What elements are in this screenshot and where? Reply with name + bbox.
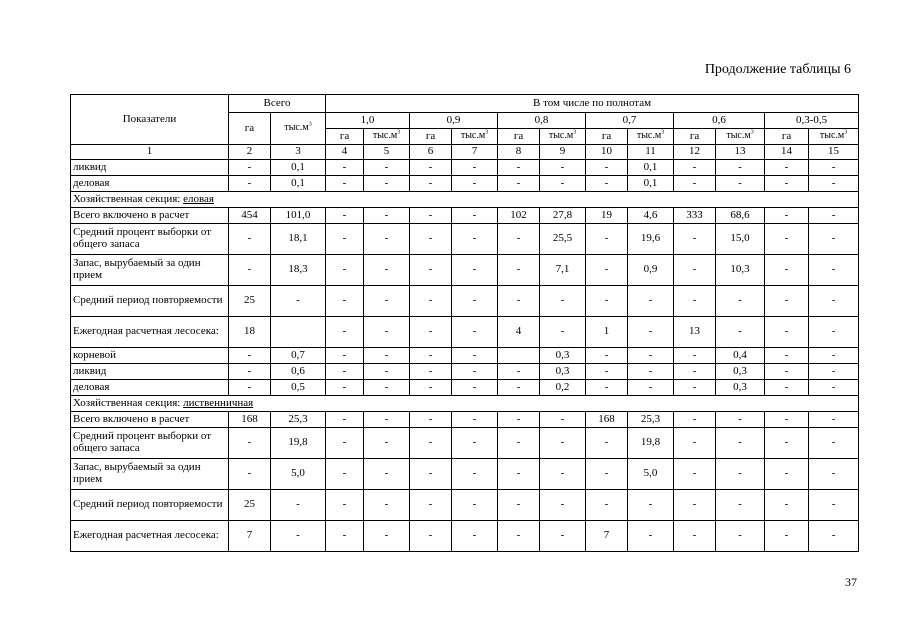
table-cell: - bbox=[498, 521, 540, 552]
table-cell: - bbox=[498, 255, 540, 286]
table-cell: - bbox=[326, 348, 364, 364]
table-cell: 0,1 bbox=[271, 160, 326, 176]
column-number: 15 bbox=[809, 145, 859, 160]
table-cell: - bbox=[498, 459, 540, 490]
table-cell: - bbox=[809, 459, 859, 490]
table-cell: 0,2 bbox=[540, 380, 586, 396]
row-label: ликвид bbox=[71, 364, 229, 380]
table-cell: 0,6 bbox=[271, 364, 326, 380]
table-cell: 4 bbox=[498, 317, 540, 348]
table-cell: - bbox=[410, 160, 452, 176]
table-cell: - bbox=[452, 224, 498, 255]
table-cell: - bbox=[809, 208, 859, 224]
table-cell: - bbox=[674, 380, 716, 396]
table-row bbox=[71, 224, 859, 255]
table-cell: - bbox=[229, 160, 271, 176]
table-cell: - bbox=[326, 255, 364, 286]
table-row bbox=[71, 255, 859, 286]
table-cell: - bbox=[674, 255, 716, 286]
table-cell: - bbox=[326, 380, 364, 396]
table-cell: - bbox=[229, 348, 271, 364]
table-cell: - bbox=[628, 490, 674, 521]
table-cell: - bbox=[229, 380, 271, 396]
page-number: 37 bbox=[845, 575, 857, 589]
header-unit-m3: $тыс.м^3$ bbox=[716, 129, 765, 145]
table-cell: 454 bbox=[229, 208, 271, 224]
header-density: 0,3-0,5 bbox=[765, 113, 859, 129]
table-cell: - bbox=[364, 317, 410, 348]
table-cell: 0,3 bbox=[540, 348, 586, 364]
table-cell: - bbox=[498, 224, 540, 255]
table-cell: 7 bbox=[586, 521, 628, 552]
table-cell: - bbox=[809, 380, 859, 396]
column-number: 14 bbox=[765, 145, 809, 160]
section-row bbox=[71, 192, 859, 208]
table-cell: - bbox=[364, 208, 410, 224]
table-cell: 0,3 bbox=[716, 364, 765, 380]
header-unit-m3: $тыс.м^3$ bbox=[540, 129, 586, 145]
header-unit-ha: га bbox=[326, 129, 364, 145]
row-label: Средний процент выборки от общего запаса bbox=[71, 224, 229, 255]
table-cell: 4,6 bbox=[628, 208, 674, 224]
table-cell: - bbox=[586, 286, 628, 317]
table-cell: - bbox=[586, 428, 628, 459]
table-cell: - bbox=[765, 348, 809, 364]
header-total: Всего bbox=[229, 95, 326, 113]
table-cell: - bbox=[364, 224, 410, 255]
table-cell: 25 bbox=[229, 490, 271, 521]
table-cell: - bbox=[628, 317, 674, 348]
column-number: 1 bbox=[71, 145, 229, 160]
row-label: корневой bbox=[71, 348, 229, 364]
table-cell: 25,3 bbox=[271, 412, 326, 428]
table-cell: - bbox=[498, 286, 540, 317]
header-indicators: Показатели bbox=[71, 95, 229, 145]
column-number: 5 bbox=[364, 145, 410, 160]
table-cell: - bbox=[716, 412, 765, 428]
table-row bbox=[71, 286, 859, 317]
column-number: 7 bbox=[452, 145, 498, 160]
table-cell: - bbox=[540, 459, 586, 490]
table-cell: - bbox=[410, 208, 452, 224]
header-by-density: В том числе по полнотам bbox=[326, 95, 859, 113]
table-cell: - bbox=[765, 490, 809, 521]
row-label: ликвид bbox=[71, 160, 229, 176]
table-cell: - bbox=[410, 459, 452, 490]
table-cell: - bbox=[452, 364, 498, 380]
header-unit-ha: га bbox=[410, 129, 452, 145]
table-cell: - bbox=[809, 490, 859, 521]
table-cell: - bbox=[229, 255, 271, 286]
table-cell: - bbox=[410, 176, 452, 192]
section-title: Хозяйственная секция: лиственничная bbox=[71, 396, 859, 412]
table-cell: - bbox=[326, 364, 364, 380]
table-cell: 0,4 bbox=[716, 348, 765, 364]
table-cell: - bbox=[452, 255, 498, 286]
table-cell: - bbox=[410, 255, 452, 286]
row-label: Средний период повторяемости bbox=[71, 490, 229, 521]
table-cell: 168 bbox=[586, 412, 628, 428]
table-cell: - bbox=[765, 412, 809, 428]
table-cell: - bbox=[452, 490, 498, 521]
row-label: Запас, вырубаемый за один прием bbox=[71, 255, 229, 286]
table-cell: - bbox=[765, 208, 809, 224]
table-cell: - bbox=[452, 176, 498, 192]
header-total-ha: га bbox=[229, 113, 271, 145]
table-cell: 68,6 bbox=[716, 208, 765, 224]
table-cell: - bbox=[674, 490, 716, 521]
table-cell: - bbox=[498, 412, 540, 428]
column-number: 2 bbox=[229, 145, 271, 160]
column-number: 8 bbox=[498, 145, 540, 160]
table-cell: - bbox=[326, 224, 364, 255]
table-row bbox=[71, 208, 859, 224]
table-cell: - bbox=[628, 348, 674, 364]
table-cell: - bbox=[809, 521, 859, 552]
table-cell: - bbox=[326, 176, 364, 192]
table-cell: - bbox=[364, 176, 410, 192]
table-caption: Продолжение таблицы 6 bbox=[704, 62, 851, 77]
table-cell: - bbox=[498, 380, 540, 396]
table-cell: - bbox=[326, 160, 364, 176]
table-cell: - bbox=[765, 317, 809, 348]
table-cell: - bbox=[765, 176, 809, 192]
table-cell: - bbox=[271, 286, 326, 317]
table-cell: 168 bbox=[229, 412, 271, 428]
row-label: Средний период повторяемости bbox=[71, 286, 229, 317]
table-row bbox=[71, 490, 859, 521]
table-cell: - bbox=[765, 286, 809, 317]
table-row bbox=[71, 380, 859, 396]
table-cell: - bbox=[586, 160, 628, 176]
row-label: деловая bbox=[71, 380, 229, 396]
table-cell: - bbox=[452, 348, 498, 364]
table-cell: - bbox=[674, 348, 716, 364]
column-number: 4 bbox=[326, 145, 364, 160]
table-cell: 0,3 bbox=[716, 380, 765, 396]
table-cell: 19 bbox=[586, 208, 628, 224]
table-cell: 0,5 bbox=[271, 380, 326, 396]
table-cell: 19,6 bbox=[628, 224, 674, 255]
table-cell: 333 bbox=[674, 208, 716, 224]
table-cell: - bbox=[716, 459, 765, 490]
table-cell: - bbox=[809, 364, 859, 380]
table-cell: - bbox=[586, 459, 628, 490]
table-row bbox=[71, 459, 859, 490]
table-cell: - bbox=[364, 459, 410, 490]
table-cell: - bbox=[765, 160, 809, 176]
table-cell: - bbox=[326, 208, 364, 224]
table-cell: - bbox=[364, 521, 410, 552]
table-cell: - bbox=[540, 428, 586, 459]
table-cell: - bbox=[765, 364, 809, 380]
table-cell: - bbox=[540, 521, 586, 552]
section-title: Хозяйственная секция: еловая bbox=[71, 192, 859, 208]
table-cell: - bbox=[765, 459, 809, 490]
table-row bbox=[71, 364, 859, 380]
table-cell: - bbox=[674, 364, 716, 380]
table-cell: 25,3 bbox=[628, 412, 674, 428]
table-cell: - bbox=[716, 160, 765, 176]
table-cell: 7,1 bbox=[540, 255, 586, 286]
table-cell: - bbox=[452, 380, 498, 396]
header-unit-m3: $тыс.м^3$ bbox=[628, 129, 674, 145]
table-cell bbox=[498, 348, 540, 364]
table-cell: - bbox=[410, 428, 452, 459]
table-row bbox=[71, 317, 859, 348]
table-cell: 101,0 bbox=[271, 208, 326, 224]
table-cell: 18,3 bbox=[271, 255, 326, 286]
table-cell: - bbox=[364, 348, 410, 364]
table-cell: 19,8 bbox=[271, 428, 326, 459]
row-label: Запас, вырубаемый за один прием bbox=[71, 459, 229, 490]
table-cell: - bbox=[809, 224, 859, 255]
section-name: еловая bbox=[183, 192, 214, 205]
table-cell: - bbox=[716, 490, 765, 521]
table-cell: - bbox=[809, 255, 859, 286]
table-cell: - bbox=[452, 286, 498, 317]
table-cell: - bbox=[809, 286, 859, 317]
table-cell: - bbox=[326, 317, 364, 348]
table-cell: - bbox=[586, 380, 628, 396]
table-cell: - bbox=[364, 428, 410, 459]
table-cell: 5,0 bbox=[271, 459, 326, 490]
header-unit-m3: $тыс.м^3$ bbox=[809, 129, 859, 145]
table-row bbox=[71, 160, 859, 176]
table-cell: - bbox=[326, 428, 364, 459]
table-cell: - bbox=[674, 459, 716, 490]
table-cell: - bbox=[498, 364, 540, 380]
column-number: 13 bbox=[716, 145, 765, 160]
header-total-m3: $тыс.м^3$ bbox=[271, 113, 326, 145]
table-cell: - bbox=[452, 317, 498, 348]
table-cell: - bbox=[716, 286, 765, 317]
table-cell: - bbox=[716, 521, 765, 552]
table-row bbox=[71, 428, 859, 459]
table-cell: - bbox=[716, 428, 765, 459]
table-cell: - bbox=[674, 521, 716, 552]
header-unit-m3: $тыс.м^3$ bbox=[364, 129, 410, 145]
table-cell: 13 bbox=[674, 317, 716, 348]
table-cell: - bbox=[364, 286, 410, 317]
header-unit-ha: га bbox=[674, 129, 716, 145]
row-label: Всего включено в расчет bbox=[71, 412, 229, 428]
table-cell: - bbox=[628, 380, 674, 396]
table-cell: - bbox=[716, 317, 765, 348]
table-cell: - bbox=[809, 348, 859, 364]
table-cell: - bbox=[586, 364, 628, 380]
table-cell: 18,1 bbox=[271, 224, 326, 255]
row-label: Средний процент выборки от общего запаса bbox=[71, 428, 229, 459]
header-density: 0,8 bbox=[498, 113, 586, 129]
table-cell: - bbox=[410, 348, 452, 364]
header-density: 0,9 bbox=[410, 113, 498, 129]
column-number: 10 bbox=[586, 145, 628, 160]
column-number: 11 bbox=[628, 145, 674, 160]
table-cell: - bbox=[364, 364, 410, 380]
table-cell: - bbox=[628, 521, 674, 552]
table-cell: - bbox=[452, 521, 498, 552]
row-label: Ежегодная расчетная лесосека: bbox=[71, 317, 229, 348]
table-cell: - bbox=[765, 380, 809, 396]
table-cell: - bbox=[628, 286, 674, 317]
column-number: 3 bbox=[271, 145, 326, 160]
table-cell: 5,0 bbox=[628, 459, 674, 490]
table-cell: - bbox=[809, 160, 859, 176]
table-cell: 0,1 bbox=[628, 176, 674, 192]
table-cell: - bbox=[498, 428, 540, 459]
table-cell: - bbox=[674, 286, 716, 317]
table-cell: - bbox=[498, 176, 540, 192]
table-cell: 1 bbox=[586, 317, 628, 348]
table-cell: - bbox=[326, 490, 364, 521]
header-unit-ha: га bbox=[586, 129, 628, 145]
table-cell: - bbox=[229, 459, 271, 490]
table-cell: - bbox=[410, 412, 452, 428]
table-cell: 15,0 bbox=[716, 224, 765, 255]
table-cell: - bbox=[586, 348, 628, 364]
table-cell: 0,3 bbox=[540, 364, 586, 380]
table-cell: - bbox=[452, 160, 498, 176]
table-cell: 0,1 bbox=[271, 176, 326, 192]
table-cell: - bbox=[674, 428, 716, 459]
table-cell: 25,5 bbox=[540, 224, 586, 255]
header-unit-m3: $тыс.м^3$ bbox=[452, 129, 498, 145]
table-cell: 7 bbox=[229, 521, 271, 552]
table-cell: 10,3 bbox=[716, 255, 765, 286]
table-cell: - bbox=[364, 490, 410, 521]
table-cell: - bbox=[364, 380, 410, 396]
table-cell: - bbox=[540, 160, 586, 176]
table-cell: 0,9 bbox=[628, 255, 674, 286]
table-cell: - bbox=[586, 224, 628, 255]
table-cell: - bbox=[326, 412, 364, 428]
table-cell: - bbox=[229, 176, 271, 192]
table-cell: - bbox=[674, 412, 716, 428]
table-cell: 18 bbox=[229, 317, 271, 348]
row-label: деловая bbox=[71, 176, 229, 192]
table-cell: - bbox=[540, 412, 586, 428]
table-cell: - bbox=[364, 412, 410, 428]
table-cell: - bbox=[410, 490, 452, 521]
header-unit-ha: га bbox=[765, 129, 809, 145]
table-cell: - bbox=[364, 255, 410, 286]
table-cell: - bbox=[271, 490, 326, 521]
table-cell: - bbox=[410, 364, 452, 380]
table-cell: - bbox=[540, 286, 586, 317]
table-cell: - bbox=[765, 224, 809, 255]
table-cell: - bbox=[452, 459, 498, 490]
table-cell: 27,8 bbox=[540, 208, 586, 224]
table-cell: - bbox=[229, 364, 271, 380]
table-cell: - bbox=[326, 286, 364, 317]
table-cell: - bbox=[809, 176, 859, 192]
table-cell: - bbox=[229, 224, 271, 255]
table-cell: - bbox=[410, 521, 452, 552]
header-unit-ha: га bbox=[498, 129, 540, 145]
table-cell: - bbox=[586, 255, 628, 286]
table-cell: - bbox=[326, 521, 364, 552]
table-cell: - bbox=[674, 160, 716, 176]
section-row bbox=[71, 396, 859, 412]
data-table bbox=[70, 94, 859, 552]
table-cell: - bbox=[674, 224, 716, 255]
table-cell: 25 bbox=[229, 286, 271, 317]
table-cell: - bbox=[410, 317, 452, 348]
table-cell: - bbox=[271, 521, 326, 552]
table-cell: 0,1 bbox=[628, 160, 674, 176]
table-cell: - bbox=[809, 428, 859, 459]
header-density: 1,0 bbox=[326, 113, 410, 129]
table-cell: - bbox=[540, 490, 586, 521]
table-cell bbox=[271, 317, 326, 348]
table-cell: - bbox=[498, 160, 540, 176]
table-cell: - bbox=[628, 364, 674, 380]
table-row bbox=[71, 412, 859, 428]
table-cell: - bbox=[452, 412, 498, 428]
table-cell: - bbox=[586, 176, 628, 192]
column-number: 6 bbox=[410, 145, 452, 160]
header-density: 0,6 bbox=[674, 113, 765, 129]
row-label: Всего включено в расчет bbox=[71, 208, 229, 224]
table-row bbox=[71, 521, 859, 552]
table-row bbox=[71, 348, 859, 364]
table-cell: - bbox=[410, 380, 452, 396]
table-cell: - bbox=[716, 176, 765, 192]
table-cell: - bbox=[410, 224, 452, 255]
table-cell: - bbox=[452, 208, 498, 224]
table-cell: - bbox=[765, 255, 809, 286]
table-cell: 19,8 bbox=[628, 428, 674, 459]
column-number: 12 bbox=[674, 145, 716, 160]
table-row bbox=[71, 176, 859, 192]
table-cell: - bbox=[498, 490, 540, 521]
table-cell: - bbox=[364, 160, 410, 176]
table-cell: - bbox=[765, 521, 809, 552]
header-density: 0,7 bbox=[586, 113, 674, 129]
table-cell: - bbox=[326, 459, 364, 490]
table-cell: - bbox=[540, 317, 586, 348]
table-cell: 102 bbox=[498, 208, 540, 224]
table-cell: - bbox=[765, 428, 809, 459]
table-cell: - bbox=[674, 176, 716, 192]
column-number: 9 bbox=[540, 145, 586, 160]
table-cell: - bbox=[452, 428, 498, 459]
row-label: Ежегодная расчетная лесосека: bbox=[71, 521, 229, 552]
table-cell: - bbox=[229, 428, 271, 459]
table-cell: - bbox=[586, 490, 628, 521]
section-name: лиственничная bbox=[183, 396, 254, 409]
table-cell: 0,7 bbox=[271, 348, 326, 364]
table-cell: - bbox=[809, 412, 859, 428]
table-cell: - bbox=[540, 176, 586, 192]
table-cell: - bbox=[410, 286, 452, 317]
table-cell: - bbox=[809, 317, 859, 348]
